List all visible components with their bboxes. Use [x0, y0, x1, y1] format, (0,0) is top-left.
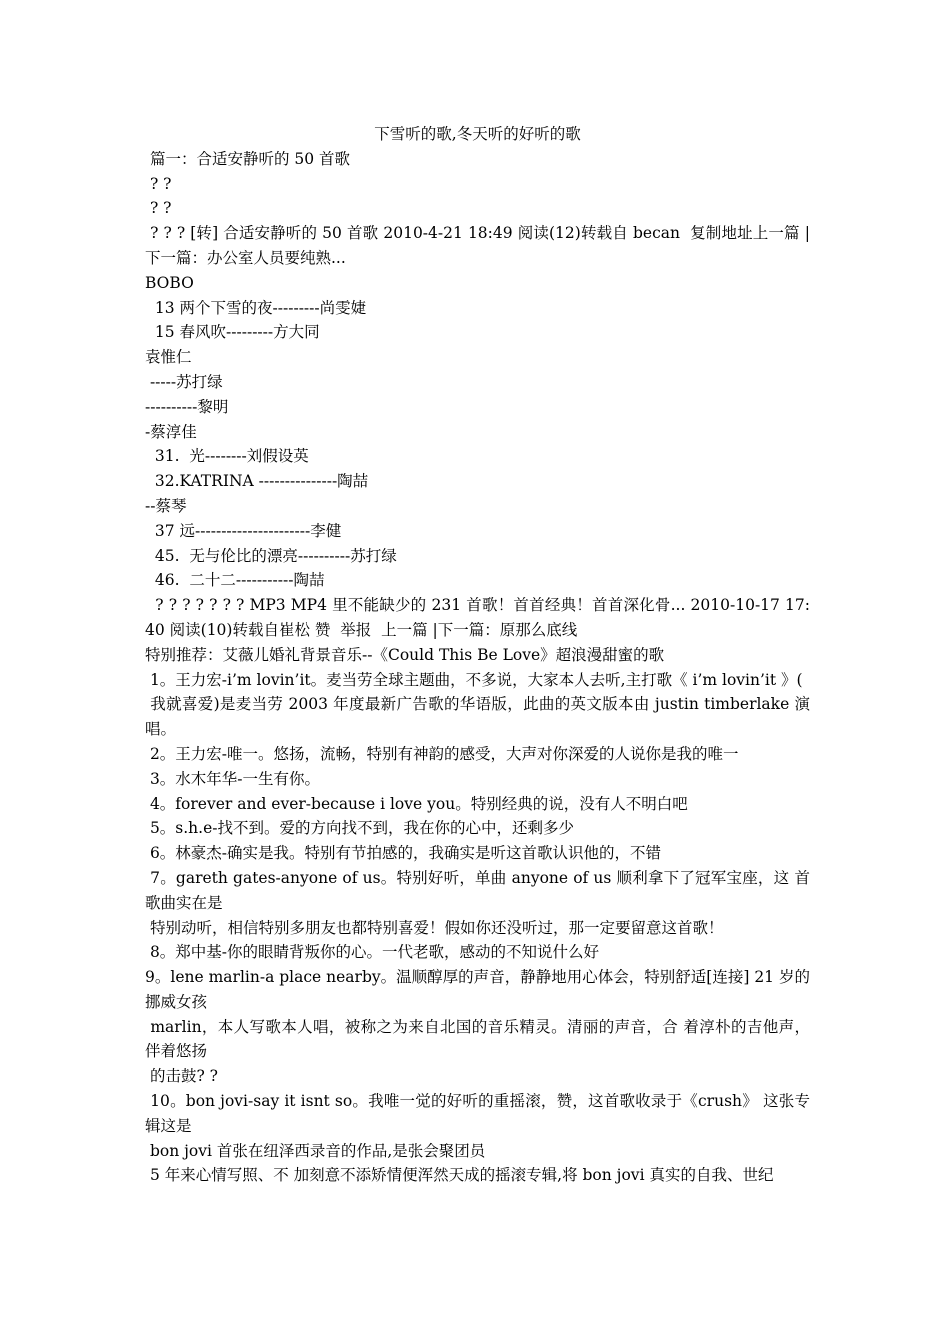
text-line: marlin，本人写歌本人唱，被称之为来自北国的音乐精灵。清丽的声音，合 着淳朴的吉他声，伴着悠扬 — [145, 1017, 810, 1061]
text-line: 6。林豪杰-确实是我。特别有节拍感的，我确实是听这首歌认识他的，不错 — [145, 844, 662, 863]
document-body — [145, 122, 810, 1188]
text-line: --蔡琴 — [145, 496, 187, 515]
text-line: 特别动听，相信特别多朋友也都特别喜爱！假如你还没听过，那一定要留意这首歌！ — [145, 918, 724, 937]
document-title: 下雪听的歌,冬天听的好听的歌 — [374, 125, 581, 143]
text-line: 袁惟仁 — [145, 348, 192, 367]
text-line: 5。s.h.e-找不到。爱的方向找不到，我在你的心中，还剩多少 — [145, 819, 575, 838]
text-line: ? ? — [145, 174, 172, 193]
text-line: ? ? — [145, 199, 172, 218]
text-line: 7。gareth gates-anyone of us。特别好听，单曲 anyone of us 顺利拿下了冠军宝座，这 首歌曲实在是 — [145, 868, 810, 912]
text-line: -----苏打绿 — [145, 372, 223, 391]
text-line: 3。水木年华-一生有你。 — [145, 769, 321, 788]
text-line: 15 春风吹---------方大同 — [145, 323, 320, 342]
text-line: 2。王力宏-唯一。悠扬，流畅，特别有神韵的感受，大声对你深爱的人说你是我的唯一 — [145, 744, 739, 763]
text-line: 的击鼓? ? — [145, 1067, 218, 1086]
text-line: ----------黎明 — [145, 397, 229, 416]
text-line: 8。郑中基-你的眼睛背叛你的心。一代老歌，感动的不知说什么好 — [145, 943, 600, 962]
text-line: 篇一：合适安静听的 50 首歌 — [145, 149, 351, 168]
text-line: 10。bon jovi-say it isnt so。我唯一觉的好听的重摇滚，赞，这首歌收录于《crush》 这张专辑这是 — [145, 1092, 810, 1135]
text-line: 46. 二十二-----------陶喆 — [145, 571, 325, 590]
text-line: BOBO — [145, 273, 194, 292]
text-line: 5 年来心情写照、不 加刻意不添矫情便浑然天成的摇滚专辑,将 bon jovi 真实的自我、世纪 — [145, 1166, 774, 1185]
text-line: ? ? ? ? ? ? ? MP3 MP4 里不能缺少的 231 首歌！首首经典！首首深化骨... 2010-10-17 17:40 阅读(10)转载自崔松 赞 举报 上一篇 |下一篇：原那么底线 — [145, 596, 810, 639]
text-line: 4。forever and ever-because i love you。特别经典的说，没有人不明白吧 — [145, 794, 688, 813]
text-line: bon jovi 首张在纽泽西录音的作品,是张会聚团员 — [145, 1141, 486, 1160]
text-line: ? ? ? [转] 合适安静听的 50 首歌 2010-4-21 18:49 阅读(12)转载自 becan 复制地址上一篇 |下一篇：办公室人员要纯熟... — [145, 224, 810, 267]
text-line: -蔡淳佳 — [145, 422, 197, 441]
text-line: 37 远----------------------李健 — [145, 521, 342, 540]
document-lines — [145, 147, 810, 1188]
text-line: 45. 无与伦比的漂亮----------苏打绿 — [145, 546, 397, 565]
text-line: 32.KATRINA ---------------陶喆 — [145, 472, 369, 491]
text-line: 13 两个下雪的夜---------尚雯婕 — [145, 298, 367, 317]
text-line: 我就喜爱)是麦当劳 2003 年度最新广告歌的华语版，此曲的英文版本由 justin timberlake 演唱。 — [145, 695, 810, 739]
text-line: 9。lene marlin-a place nearby。温顺醇厚的声音，静静地用心体会，特别舒适[连接] 21 岁的挪威女孩 — [145, 968, 810, 1011]
text-line: 1。王力宏-i’m lovin’it。麦当劳全球主题曲，不多说，大家本人去听,主打歌《 i’m lovin’it 》( — [145, 670, 803, 689]
text-line: 31. 光--------刘假设英 — [145, 447, 309, 466]
text-line: 特别推荐：艾薇儿婚礼背景音乐--《Could This Be Love》超浪漫甜蜜的歌 — [145, 645, 665, 664]
